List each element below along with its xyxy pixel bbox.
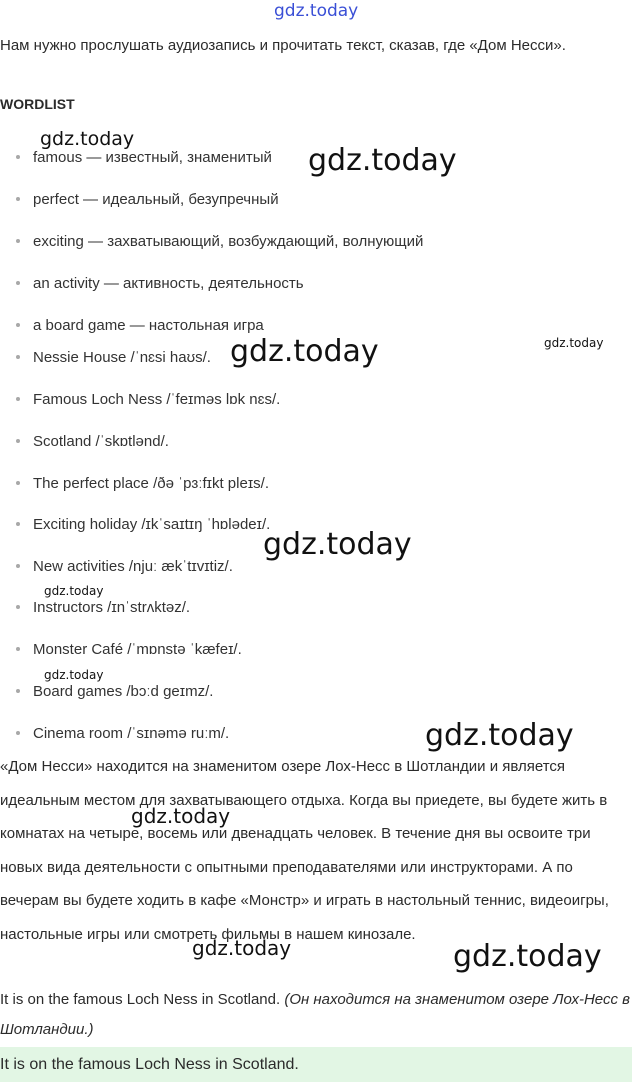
bullet-icon bbox=[16, 564, 20, 568]
bullet-icon bbox=[16, 481, 20, 485]
list-item bbox=[16, 388, 280, 412]
watermark: gdz.today bbox=[308, 143, 457, 178]
watermark: gdz.today bbox=[263, 527, 412, 562]
answer-russian: (Он находится на знаменитом озере Лох-Несс в Шотландии.) bbox=[0, 991, 630, 1038]
list-item bbox=[16, 638, 242, 662]
list-item-text: The perfect place /ðə ˈpɜːfɪkt pleɪs/. bbox=[33, 475, 270, 492]
list-item-text: Famous Loch Ness /ˈfeɪməs lɒk nɛs/. bbox=[33, 391, 281, 408]
list-item bbox=[16, 596, 190, 620]
watermark: gdz.today bbox=[40, 128, 135, 150]
list-item-text: Board games /bɔːd geɪmz/. bbox=[33, 683, 214, 700]
watermark: gdz.today bbox=[544, 336, 604, 350]
bullet-icon bbox=[16, 355, 20, 359]
list-item-text: famous — известный, знаменитый bbox=[33, 149, 272, 166]
list-item-text: Instructors /ɪnˈstrʌktəz/. bbox=[33, 599, 191, 616]
list-item-text: Scotland /ˈskɒtlənd/. bbox=[33, 433, 169, 450]
watermark: gdz.today bbox=[44, 584, 104, 598]
watermark: gdz.today bbox=[425, 718, 574, 753]
list-item-text: Monster Café /ˈmɒnstə ˈkæfeɪ/. bbox=[33, 641, 242, 658]
watermark: gdz.today bbox=[230, 334, 379, 369]
list-item bbox=[16, 513, 270, 537]
watermark-top: gdz.today bbox=[274, 1, 359, 21]
bullet-icon bbox=[16, 239, 20, 243]
list-item-text: Cinema room /ˈsɪnəmə ruːm/. bbox=[33, 725, 230, 742]
list-item bbox=[16, 230, 423, 254]
list-item bbox=[16, 272, 304, 296]
answer-english: It is on the famous Loch Ness in Scotland. bbox=[0, 991, 281, 1008]
bullet-icon bbox=[16, 323, 20, 327]
bullet-icon bbox=[16, 605, 20, 609]
watermark: gdz.today bbox=[192, 936, 292, 960]
answer-with-translation bbox=[0, 985, 630, 1045]
list-item-text: Exciting holiday /ɪkˈsaɪtɪŋ ˈhɒlədeɪ/. bbox=[33, 516, 271, 533]
list-item bbox=[16, 346, 211, 370]
list-item-text: an activity — активность, деятельность bbox=[33, 275, 304, 292]
list-item bbox=[16, 188, 279, 212]
intro-paragraph: Нам нужно прослушать аудиозапись и прочитать текст, сказав, где «Дом Несси». bbox=[0, 37, 566, 54]
list-item bbox=[16, 722, 229, 746]
bullet-icon bbox=[16, 439, 20, 443]
list-item-text: New activities /njuː ækˈtɪvɪtiz/. bbox=[33, 558, 233, 575]
bullet-icon bbox=[16, 647, 20, 651]
list-item-text: Nessie House /ˈnɛsi haʊs/. bbox=[33, 349, 211, 366]
list-item bbox=[16, 680, 213, 704]
final-answer-box bbox=[0, 1047, 632, 1082]
list-item bbox=[16, 430, 169, 454]
watermark: gdz.today bbox=[131, 804, 231, 828]
bullet-icon bbox=[16, 522, 20, 526]
bullet-icon bbox=[16, 197, 20, 201]
bullet-icon bbox=[16, 397, 20, 401]
list-item-text: perfect — идеальный, безупречный bbox=[33, 191, 279, 208]
bullet-icon bbox=[16, 155, 20, 159]
list-item-text: a board game — настольная игра bbox=[33, 317, 264, 334]
watermark: gdz.today bbox=[44, 668, 104, 682]
bullet-icon bbox=[16, 731, 20, 735]
list-item bbox=[16, 555, 233, 579]
story-paragraph: «Дом Несси» находится на знаменитом озере Лох-Несс в Шотландии и является идеальным местом для захватывающего отдыха. Когда вы приедете, вы будете жить в комнатах на четыре, восемь или двенадцать человек. В течение дня вы освоите три новых вида деятельности с опытными преподавателями или инструкторами. А по вечерам вы будете ходить в кафе «Монстр» и играть в настольный теннис, видеоигры, настольные игры или смотреть фильмы в нашем кинозале. bbox=[0, 758, 609, 943]
watermark: gdz.today bbox=[453, 939, 602, 974]
wordlist-heading: WORDLIST bbox=[0, 96, 75, 112]
final-answer-text: It is on the famous Loch Ness in Scotland. bbox=[0, 1056, 299, 1073]
bullet-icon bbox=[16, 689, 20, 693]
list-item bbox=[16, 146, 272, 170]
list-item bbox=[16, 314, 264, 338]
list-item bbox=[16, 472, 269, 496]
bullet-icon bbox=[16, 281, 20, 285]
list-item-text: exciting — захватывающий, возбуждающий, волнующий bbox=[33, 233, 424, 250]
